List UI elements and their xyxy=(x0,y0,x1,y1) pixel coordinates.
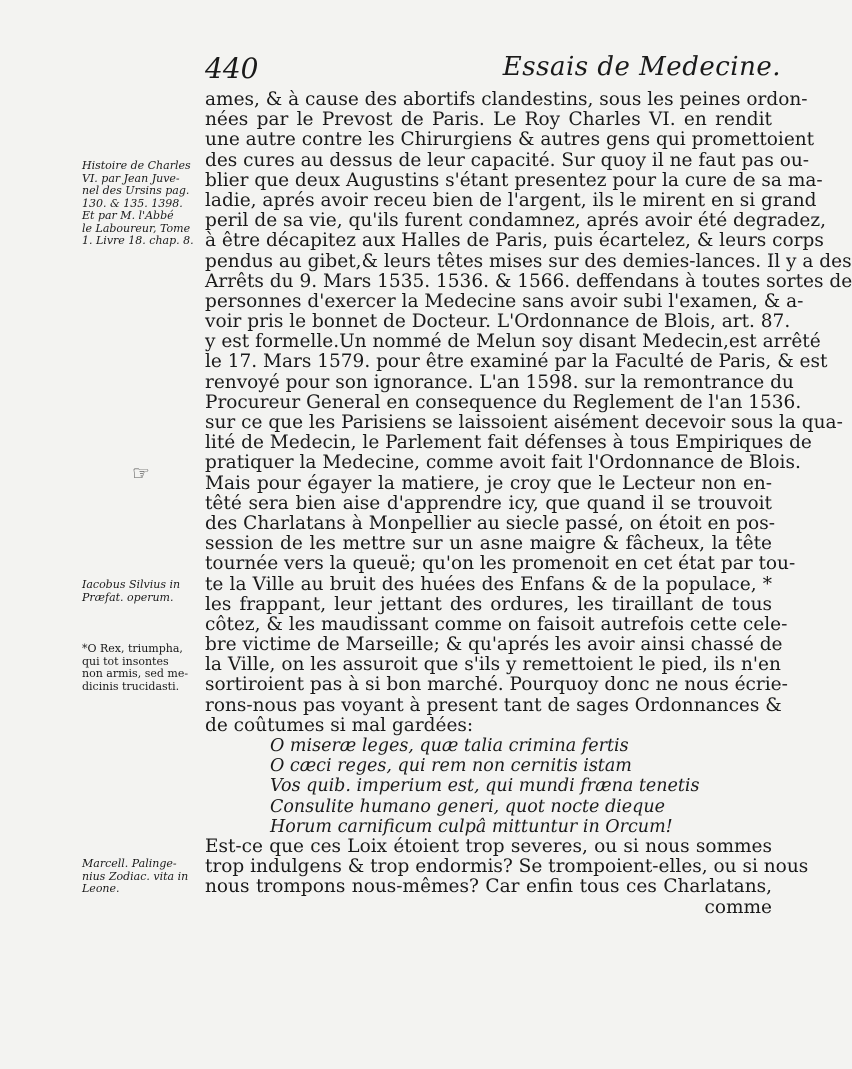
margin-note-line: le Laboureur, Tome xyxy=(82,221,191,235)
text-line: Arrêts du 9. Mars 1535. 1536. & 1566. deffendans à toutes sortes de xyxy=(205,270,852,292)
text-line: tournée vers la queuë; qu'on les promenoit en cet état par tou- xyxy=(205,553,796,575)
running-title: Essais de Medecine. xyxy=(502,52,781,82)
text-line: peril de sa vie, qu'ils furent condamnez, aprés avoir été degradez, xyxy=(205,210,826,232)
text-line: rons-nous pas voyant à present tant de sages Ordonnances & xyxy=(205,694,782,716)
text-line: bre victime de Marseille; & qu'aprés les avoir ainsi chassé de xyxy=(205,634,783,656)
text-line: Est-ce que ces Loix étoient trop severes, ou si nous sommes xyxy=(205,835,772,857)
text-line: de coûtumes si mal gardées: xyxy=(205,714,474,736)
pointing-hand-icon: ☞ xyxy=(132,461,150,485)
text-line: sortiroient pas à si bon marché. Pourquoy donc ne nous écrie- xyxy=(205,674,788,696)
text-line: une autre contre les Chirurgiens & autres gens qui promettoient xyxy=(205,129,815,151)
page-number: 440 xyxy=(205,52,259,85)
latin-verse xyxy=(205,736,772,837)
margin-note-histoire xyxy=(82,160,200,248)
page-header xyxy=(205,52,785,88)
margin-note-line: Leone. xyxy=(82,882,120,895)
margin-note-o-rex xyxy=(82,643,200,693)
text-line: Procureur General en consequence du Reglement de l'an 1536. xyxy=(205,391,802,413)
text-line: des cures au dessus de leur capacité. Sur quoy il ne faut pas ou- xyxy=(205,149,810,171)
catchword: comme xyxy=(704,896,772,918)
margin-note-line: 1. Livre 18. chap. 8. xyxy=(82,234,194,247)
text-line: têté sera bien aise d'apprendre icy, que quand il se trouvoit xyxy=(205,492,772,514)
main-text-block xyxy=(205,89,852,918)
text-line: Horum carnificum culpâ mittuntur in Orcum! xyxy=(270,816,673,837)
text-line: ladie, aprés avoir receu bien de l'argent, ils le mirent en si grand xyxy=(205,189,817,211)
margin-note-line: qui tot insontes xyxy=(82,654,169,668)
text-line: Mais pour égayer la matiere, je croy que le Lecteur non en- xyxy=(205,472,772,494)
text-line: lité de Medecin, le Parlement fait défenses à tous Empiriques de xyxy=(205,432,812,454)
text-line: la Ville, on les assuroit que s'ils y remettoient le pied, ils n'en xyxy=(205,654,781,676)
text-line: les frappant, leur jettant des ordures, les tiraillant de tous xyxy=(205,593,772,615)
text-line: Consulite humano generi, quot nocte dieque xyxy=(270,796,665,817)
margin-note-line: Et par M. l'Abbé xyxy=(82,209,174,222)
text-line: O miseræ leges, quæ talia crimina fertis xyxy=(270,736,629,756)
text-line: côtez, & les maudissant comme on faisoit autrefois cette cele- xyxy=(205,613,788,635)
margin-note-line: *O Rex, triumpha, xyxy=(82,642,183,655)
margin-note-line: 130. & 135. 1398. xyxy=(82,196,183,210)
margin-note-line: Marcell. Palinge- xyxy=(82,857,177,870)
text-line: sur ce que les Parisiens se laissoient aisément decevoir sous la qua- xyxy=(205,412,843,433)
text-line: Vos quib. imperium est, qui mundi fræna tenetis xyxy=(270,776,700,797)
margin-note-line: non armis, sed me- xyxy=(82,667,189,680)
text-line: le 17. Mars 1579. pour être examiné par la Faculté de Paris, & est xyxy=(205,351,828,373)
text-line: à être décapitez aux Halles de Paris, puis écartelez, & leurs corps xyxy=(205,230,824,252)
margin-note-silvius xyxy=(82,579,200,604)
text-line: ames, & à cause des abortifs clandestins, sous les peines ordon- xyxy=(205,89,808,110)
text-line: des Charlatans à Monpellier au siecle passé, on étoit en pos- xyxy=(205,512,775,534)
margin-note-line: VI. par Jean Juve- xyxy=(82,171,180,185)
body-paragraph xyxy=(205,89,852,736)
text-line: te la Ville au bruit des huées des Enfans & de la populace, * xyxy=(205,573,772,595)
text-line: voir pris le bonnet de Docteur. L'Ordonnance de Blois, art. 87. xyxy=(205,311,791,333)
closing-paragraph xyxy=(205,835,809,898)
margin-note-palingenius xyxy=(82,858,200,896)
text-line: pendus au gibet,& leurs têtes mises sur des demies-lances. Il y a des xyxy=(205,250,852,272)
text-line: nées par le Prevost de Paris. Le Roy Charles VI. en rendit xyxy=(205,109,772,131)
text-line: O cæci reges, qui rem non cernitis istam xyxy=(270,756,632,777)
text-line: personnes d'exercer la Medecine sans avoir subi l'examen, & a- xyxy=(205,290,804,312)
text-line: session de les mettre sur un asne maigre & fâcheux, la tête xyxy=(205,533,772,555)
text-line: nous trompons nous-mêmes? Car enfin tous ces Charlatans, xyxy=(205,876,772,898)
text-line: trop indulgens & trop endormis? Se trompoient-elles, ou si nous xyxy=(205,856,809,878)
margin-note-line: dicinis trucidasti. xyxy=(82,679,180,693)
margin-note-line: Iacobus Silvius in xyxy=(82,578,181,591)
text-line: pratiquer la Medecine, comme avoit fait l'Ordonnance de Blois. xyxy=(205,452,801,474)
text-line: blier que deux Augustins s'étant presentez pour la cure de sa ma- xyxy=(205,169,823,191)
margin-note-line: Præfat. operum. xyxy=(82,590,174,604)
text-line: renvoyé pour son ignorance. L'an 1598. sur la remontrance du xyxy=(205,371,794,393)
text-line: y est formelle.Un nommé de Melun soy disant Medecin,est arrêté xyxy=(205,331,821,353)
margin-note-line: nel des Ursins pag. xyxy=(82,184,190,197)
margin-note-line: Histoire de Charles xyxy=(82,159,191,172)
margin-note-line: nius Zodiac. vita in xyxy=(82,869,189,883)
